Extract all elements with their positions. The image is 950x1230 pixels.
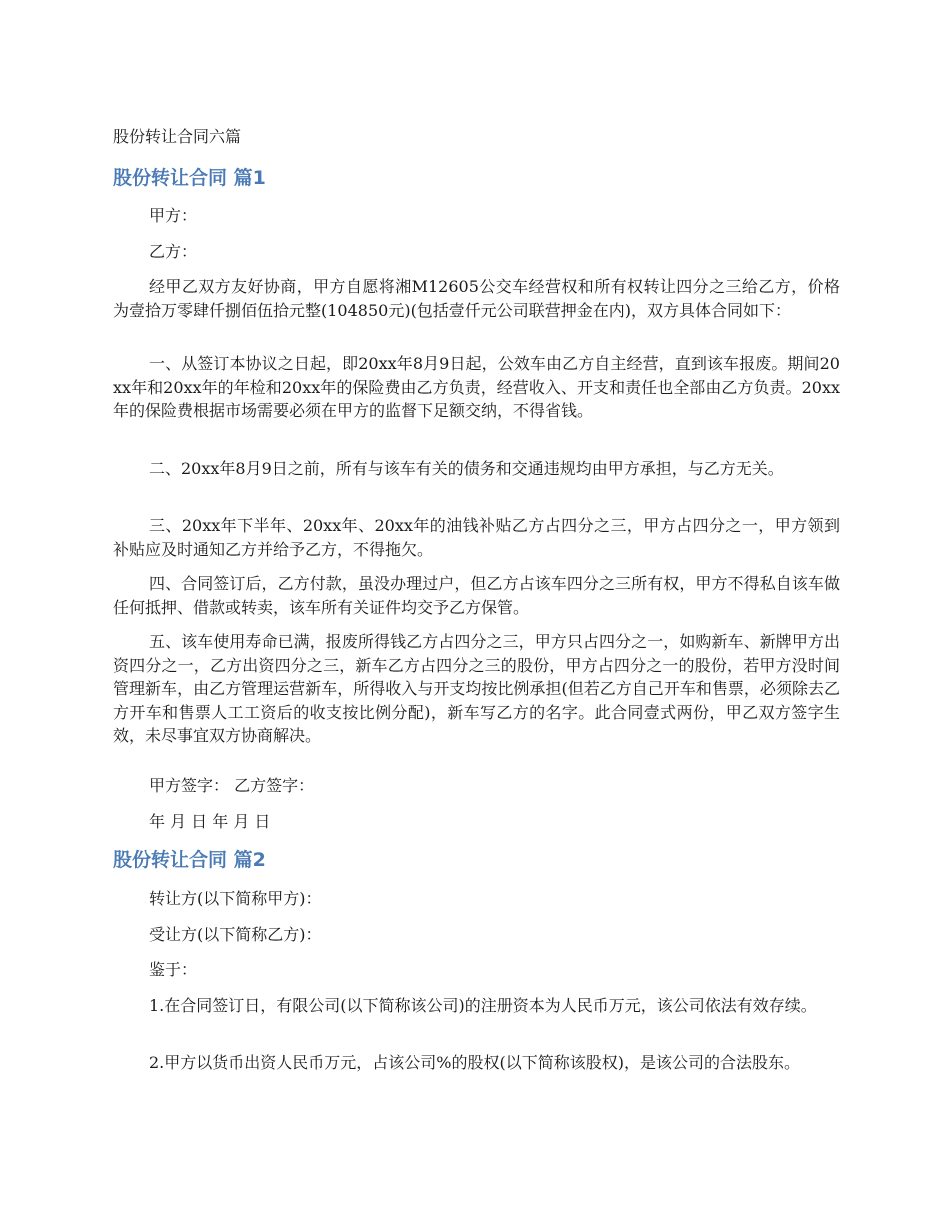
paragraph: 三、20xx年下半年、20xx年、20xx年的油钱补贴乙方占四分之三，甲方占四分之一，甲方领到补贴应及时通知乙方并给予乙方，不得拖欠。	[113, 516, 840, 559]
section-heading-2: 股份转让合同 篇2	[113, 849, 266, 871]
signature-line: 甲方签字： 乙方签字：	[149, 776, 315, 795]
paragraph: 鉴于：	[149, 960, 198, 979]
paragraph: 1.在合同签订日，有限公司(以下简称该公司)的注册资本为人民币万元，该公司依法有效存续。	[149, 996, 817, 1015]
paragraph: 乙方：	[149, 242, 198, 261]
paragraph: 经甲乙双方友好协商，甲方自愿将湘M12605公交车经营权和所有权转让四分之三给乙方，价格为壹拾万零肆仟捌佰伍拾元整(104850元)(包括壹仟元公司联营押金在内)，双方具体合同如下：	[113, 277, 840, 320]
document-title: 股份转让合同六篇	[113, 127, 242, 146]
paragraph: 2.甲方以货币出资人民币万元，占该公司%的股权(以下简称该股权)，是该公司的合法股东。	[149, 1053, 800, 1072]
paragraph: 转让方(以下简称甲方)：	[149, 889, 322, 908]
paragraph: 受让方(以下简称乙方)：	[149, 925, 322, 944]
paragraph: 甲方：	[149, 206, 198, 225]
paragraph: 五、该车使用寿命已满，报废所得钱乙方占四分之三，甲方只占四分之一，如购新车、新牌甲方出资四分之一，乙方出资四分之三，新车乙方占四分之三的股份，甲方占四分之一的股份，若甲方没时间管理新车，由乙方管理运营新车，所得收入与开支均按比例承担(但若乙方自己开车和售票，必须除去乙方开车和售票人工工资后的收支按比例分配)，新车写乙方的名字。此合同壹式两份，甲乙双方签字生效，未尽事宜双方协商解决。	[113, 632, 840, 745]
section-heading-1: 股份转让合同 篇1	[113, 167, 266, 189]
date-line: 年 月 日 年 月 日	[149, 812, 271, 831]
paragraph: 一、从签订本协议之日起，即20xx年8月9日起，公效车由乙方自主经营，直到该车报废。期间20xx年和20xx年的年检和20xx年的保险费由乙方负责，经营收入、开支和责任也全部由乙方负责。20xx年的保险费根据市场需要必须在甲方的监督下足额交纳，不得省钱。	[113, 354, 840, 420]
paragraph: 二、20xx年8月9日之前，所有与该车有关的债务和交通违规均由甲方承担，与乙方无关。	[149, 459, 784, 478]
paragraph: 四、合同签订后，乙方付款，虽没办理过户，但乙方占该车四分之三所有权，甲方不得私自该车做任何抵押、借款或转卖，该车所有关证件均交予乙方保管。	[113, 574, 840, 617]
